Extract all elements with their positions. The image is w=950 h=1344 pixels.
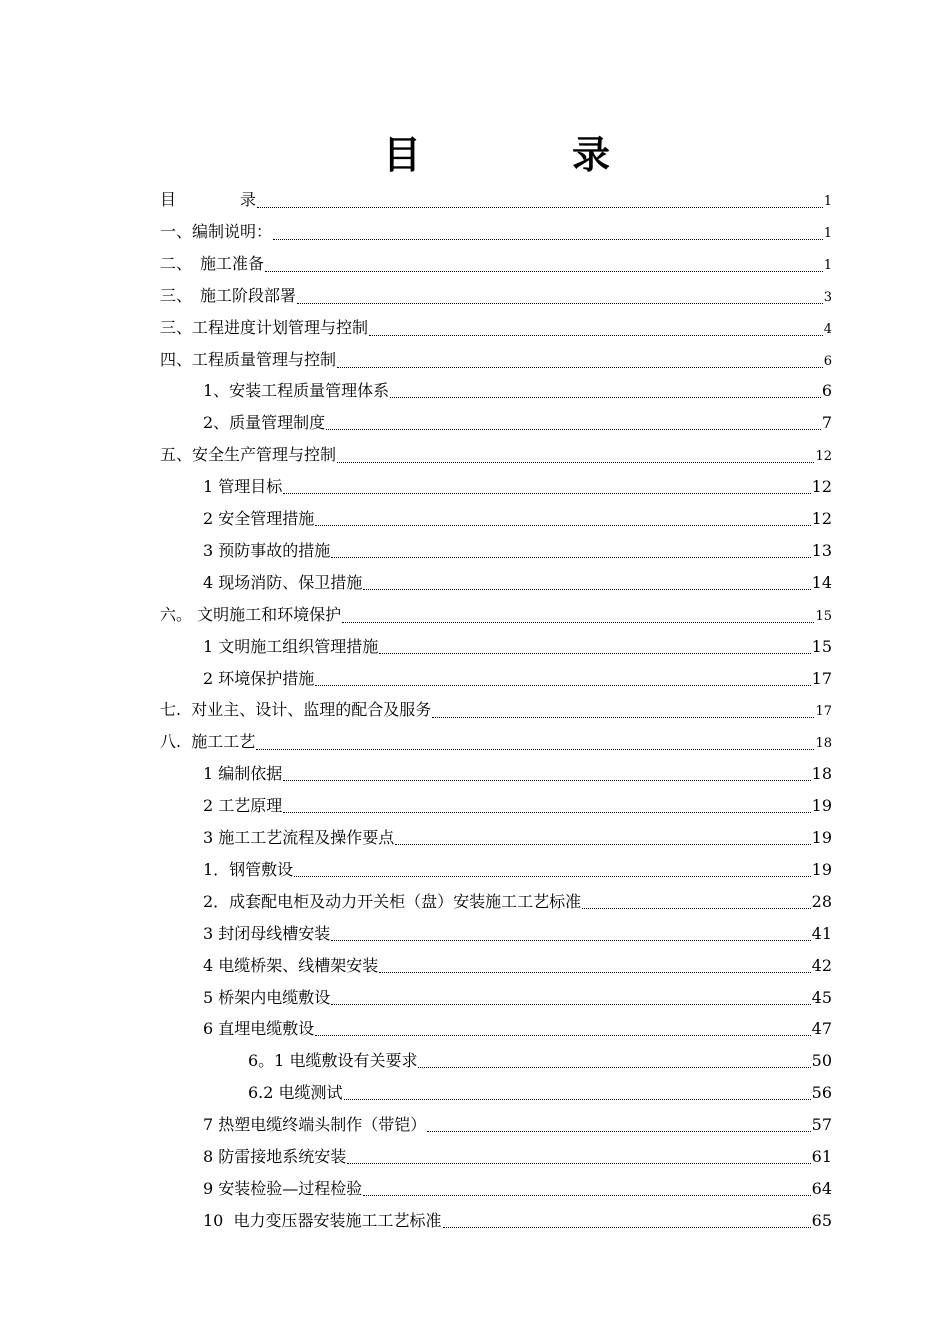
toc-entry[interactable] <box>203 826 832 850</box>
toc-entry-page-number: 28 <box>811 891 832 911</box>
toc-dot-leader <box>337 367 823 368</box>
toc-entry[interactable] <box>203 890 832 914</box>
toc-entry[interactable] <box>203 1209 832 1233</box>
toc-entry[interactable] <box>160 188 832 212</box>
toc-entry-label: 2 安全管理措施 <box>203 509 315 528</box>
toc-entry-page-number: 50 <box>811 1051 832 1071</box>
toc-dot-leader <box>432 717 814 718</box>
toc-dot-leader <box>315 685 810 686</box>
toc-entry-page-number: 18 <box>811 764 832 784</box>
toc-entry-page-number: 3 <box>823 289 832 305</box>
toc-entry-label: 5 桥架内电缆敷设 <box>203 987 331 1007</box>
toc-entry[interactable] <box>203 762 832 786</box>
toc-entry-label: 4 电缆桥架、线槽架安装 <box>203 955 379 975</box>
toc-entry-label: 1 管理目标 <box>203 477 283 497</box>
toc-dot-leader <box>297 303 823 304</box>
toc-dot-leader <box>337 462 814 463</box>
toc-entry-page-number: 1 <box>823 257 832 273</box>
toc-entry-label: 1 编制依据 <box>203 764 283 784</box>
toc-entry[interactable] <box>160 348 832 372</box>
toc-entry[interactable] <box>160 316 832 340</box>
toc-entry-label: 四、工程质量管理与控制 <box>160 349 337 369</box>
toc-entry[interactable] <box>203 379 832 403</box>
toc-dot-leader <box>331 557 810 558</box>
toc-entry-label: 3 预防事故的措施 <box>203 540 331 560</box>
toc-entry[interactable] <box>160 730 832 754</box>
toc-entry-label: 五、安全生产管理与控制 <box>160 445 337 465</box>
toc-entry-page-number: 19 <box>811 828 832 847</box>
toc-dot-leader <box>326 429 821 430</box>
toc-entry-page-number: 45 <box>811 987 832 1007</box>
toc-entry-label: 6。1 电缆敷设有关要求 <box>248 1051 418 1071</box>
toc-entry-label: 1 文明施工组织管理措施 <box>203 636 379 656</box>
toc-entry[interactable] <box>203 571 832 595</box>
toc-entry[interactable] <box>160 284 832 308</box>
toc-entry[interactable] <box>203 539 832 563</box>
toc-entry-label: 7 热塑电缆终端头制作（带铠） <box>203 1115 427 1135</box>
toc-dot-leader <box>369 335 823 336</box>
toc-entry[interactable] <box>248 1049 832 1073</box>
toc-entry-label: 2．成套配电柜及动力开关柜（盘）安装施工工艺标准 <box>203 891 582 911</box>
toc-entry-page-number: 4 <box>823 321 832 337</box>
toc-dot-leader <box>331 940 810 941</box>
toc-entry-page-number: 47 <box>811 1019 832 1039</box>
toc-entry-label: 三、 施工阶段部署 <box>160 285 297 305</box>
toc-entry-page-number: 14 <box>811 572 832 592</box>
toc-dot-leader <box>379 972 810 973</box>
toc-entry[interactable] <box>203 922 832 946</box>
title-char-2: 录 <box>572 133 611 177</box>
toc-entry[interactable] <box>160 220 832 244</box>
toc-entry-label: 2、质量管理制度 <box>203 413 326 433</box>
toc-entry-label: 3 封闭母线槽安装 <box>203 923 331 943</box>
toc-entry-label: 一、编制说明： <box>160 221 273 241</box>
toc-entry[interactable] <box>203 507 832 531</box>
toc-entry-page-number: 13 <box>811 540 832 560</box>
toc-entry-label: 七. 对业主、设计、监理的配合及服务 <box>160 700 432 720</box>
toc-entry[interactable] <box>160 443 832 467</box>
toc-entry-label: 6 直埋电缆敷设 <box>203 1019 315 1039</box>
toc-dot-leader <box>315 525 810 526</box>
toc-entry-page-number: 19 <box>811 859 832 879</box>
toc-dot-leader <box>256 749 814 750</box>
toc-entry-label: 三、工程进度计划管理与控制 <box>160 317 369 337</box>
toc-entry-page-number: 42 <box>811 955 832 975</box>
toc-entry-page-number: 65 <box>811 1210 832 1230</box>
toc-dot-leader <box>418 1067 810 1068</box>
toc-entry[interactable] <box>203 1113 832 1137</box>
toc-dot-leader <box>283 812 810 813</box>
toc-entry-label: 八. 施工工艺 <box>160 732 256 752</box>
toc-entry-page-number: 56 <box>811 1083 832 1103</box>
toc-entry-label: 二、 施工准备 <box>160 253 265 273</box>
toc-entry-label: 2 工艺原理 <box>203 796 283 816</box>
toc-dot-leader <box>582 908 810 909</box>
toc-entry[interactable] <box>203 1145 832 1169</box>
toc-dot-leader <box>283 780 810 781</box>
toc-entry[interactable] <box>203 858 832 882</box>
toc-entry-page-number: 12 <box>811 477 832 497</box>
toc-dot-leader <box>331 1004 810 1005</box>
toc-dot-leader <box>294 876 810 877</box>
toc-dot-leader <box>273 239 823 240</box>
toc-entry-label: 3 施工工艺流程及操作要点 <box>203 828 395 847</box>
toc-entry-label: 10 电力变压器安装施工工艺标准 <box>203 1210 442 1230</box>
toc-entry[interactable] <box>203 1017 832 1041</box>
toc-entry[interactable] <box>203 954 832 978</box>
toc-dot-leader <box>315 1035 810 1036</box>
toc-entry[interactable] <box>160 252 832 276</box>
toc-entry-page-number: 12 <box>811 509 832 528</box>
toc-dot-leader <box>265 271 823 272</box>
toc-dot-leader <box>347 1163 810 1164</box>
toc-entry-label: 目 录 <box>160 190 257 209</box>
toc-dot-leader <box>342 622 814 623</box>
toc-dot-leader <box>395 844 810 845</box>
toc-entry-label: 1．钢管敷设 <box>203 859 294 879</box>
toc-entry-label: 9 安装检验—过程检验 <box>203 1178 363 1198</box>
toc-entry-page-number: 19 <box>811 796 832 816</box>
toc-entry-label: 1、安装工程质量管理体系 <box>203 381 390 401</box>
toc-dot-leader <box>363 589 810 590</box>
toc-entry-label: 8 防雷接地系统安装 <box>203 1147 347 1166</box>
toc-entry-page-number: 17 <box>811 668 832 688</box>
toc-dot-leader <box>427 1131 810 1132</box>
toc-entry-page-number: 1 <box>823 194 832 209</box>
toc-entry[interactable] <box>203 475 832 499</box>
toc-dot-leader <box>344 1099 811 1100</box>
toc-entry-label: 6.2 电缆测试 <box>248 1083 343 1103</box>
toc-entry-page-number: 57 <box>811 1115 832 1135</box>
toc-entry[interactable] <box>160 698 832 722</box>
toc-entry[interactable] <box>203 635 832 659</box>
toc-entry-page-number: 7 <box>821 413 832 433</box>
toc-entry[interactable] <box>203 411 832 435</box>
title-char-1: 目 <box>383 133 422 177</box>
toc-dot-leader <box>257 207 823 208</box>
toc-entry[interactable] <box>203 667 832 691</box>
toc-entry-page-number: 61 <box>811 1147 832 1166</box>
toc-entry-label: 4 现场消防、保卫措施 <box>203 572 363 592</box>
toc-entry-label: 六。 文明施工和环境保护 <box>160 604 342 624</box>
toc-entry-page-number: 17 <box>815 704 832 720</box>
toc-entry-page-number: 15 <box>811 636 832 656</box>
toc-entry-page-number: 18 <box>815 736 832 752</box>
toc-entry-label: 2 环境保护措施 <box>203 668 315 688</box>
toc-entry[interactable] <box>203 986 832 1010</box>
toc-entry-page-number: 6 <box>823 353 832 369</box>
toc-entry[interactable] <box>248 1081 832 1105</box>
toc-dot-leader <box>379 653 810 654</box>
toc-entry[interactable] <box>160 603 832 627</box>
toc-entry[interactable] <box>203 1177 832 1201</box>
toc-dot-leader <box>443 1227 811 1228</box>
toc-dot-leader <box>363 1195 810 1196</box>
toc-dot-leader <box>283 493 810 494</box>
toc-entry-page-number: 6 <box>821 381 832 401</box>
toc-entry-page-number: 41 <box>811 923 832 943</box>
page-title <box>0 130 950 180</box>
toc-entry-page-number: 64 <box>811 1178 832 1198</box>
toc-entry[interactable] <box>203 794 832 818</box>
toc-entry-page-number: 1 <box>823 225 832 241</box>
toc-entry-page-number: 12 <box>815 449 832 465</box>
toc-entry-page-number: 15 <box>815 608 832 624</box>
toc-dot-leader <box>390 397 821 398</box>
